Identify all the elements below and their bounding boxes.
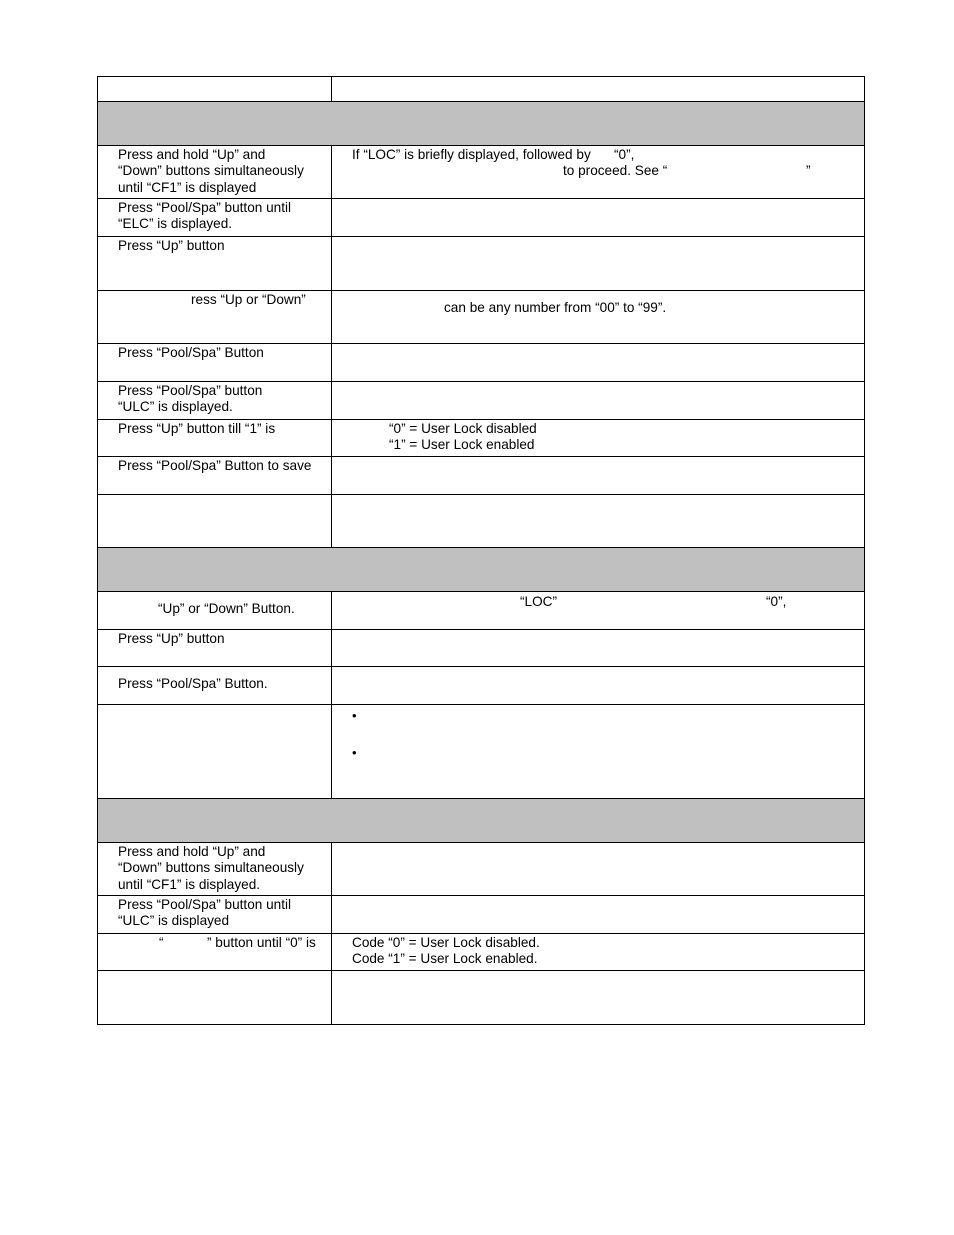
step-text-line: Press and hold “Up” and — [118, 844, 266, 859]
description-cell — [332, 146, 864, 198]
step-text-line: “ELC” is displayed. — [118, 216, 233, 232]
step-text-line: Press “Pool/Spa” button until — [118, 200, 292, 215]
section-header-cell — [98, 799, 864, 842]
step-text-line: Press “Pool/Spa” Button. — [118, 676, 268, 691]
bullet-point: • — [352, 745, 357, 760]
table-row — [97, 382, 865, 420]
step-text-line: Press “Pool/Spa” Button to save — [118, 458, 312, 473]
section-header-cell — [98, 102, 864, 145]
description-cell — [332, 495, 864, 547]
description-text: “1” = User Lock enabled — [389, 437, 535, 453]
table-row — [97, 630, 865, 667]
description-cell — [332, 896, 864, 933]
step-cell — [98, 630, 332, 666]
description-cell — [332, 934, 864, 970]
table-row — [97, 237, 865, 291]
description-text: can be any number from “00” to “99”. — [444, 300, 667, 315]
step-text-line: “ — [159, 935, 164, 950]
description-text: “0”, — [614, 147, 635, 162]
table-row — [97, 934, 865, 971]
step-text-line: Press “Up” button — [118, 238, 225, 253]
section-header-row — [97, 102, 865, 146]
table-row — [97, 705, 865, 799]
description-text: “LOC” — [520, 594, 558, 609]
description-text: ” — [806, 163, 811, 178]
step-text-line: “Down” buttons simultaneously — [118, 860, 304, 876]
description-cell — [332, 705, 864, 798]
step-cell — [98, 291, 332, 343]
step-text-line: until “CF1” is displayed — [118, 179, 257, 195]
step-text-line: ” button until “0” is — [207, 935, 316, 950]
section-header-row — [97, 548, 865, 592]
step-text-line: “ULC” is displayed — [118, 913, 230, 929]
description-cell — [332, 592, 864, 629]
description-cell — [332, 843, 864, 895]
table-row — [97, 971, 865, 1025]
step-cell — [98, 705, 332, 798]
description-cell — [332, 344, 864, 381]
step-cell — [98, 667, 332, 704]
instruction-table — [97, 76, 865, 1025]
description-text: Code “0” = User Lock disabled. — [352, 935, 540, 950]
description-cell — [332, 667, 864, 704]
section-header-row — [97, 799, 865, 843]
table-row — [97, 896, 865, 934]
table-row — [97, 843, 865, 896]
step-cell — [98, 77, 332, 101]
step-text-line: Press “Up” button till “1” is — [118, 421, 276, 436]
table-row — [97, 420, 865, 457]
table-row — [97, 592, 865, 630]
table-row — [97, 76, 865, 102]
description-text: “0”, — [766, 594, 787, 609]
step-cell — [98, 495, 332, 547]
step-cell — [98, 896, 332, 933]
step-cell — [98, 420, 332, 456]
step-text-line: Press “Pool/Spa” button until — [118, 897, 292, 912]
bullet-point: • — [352, 708, 357, 723]
description-text: “0” = User Lock disabled — [389, 421, 537, 436]
step-cell — [98, 382, 332, 419]
step-text-line: Press “Up” button — [118, 631, 225, 646]
description-text: If “LOC” is briefly displayed, followed by — [352, 147, 591, 162]
table-row — [97, 344, 865, 382]
step-cell — [98, 344, 332, 381]
step-text-line: Press “Pool/Spa” Button — [118, 345, 264, 360]
description-text: Code “1” = User Lock enabled. — [352, 951, 538, 967]
description-cell — [332, 237, 864, 290]
step-cell — [98, 237, 332, 290]
step-text-line: Press and hold “Up” and — [118, 147, 266, 162]
description-cell — [332, 291, 864, 343]
description-cell — [332, 971, 864, 1024]
table-row — [97, 146, 865, 199]
description-cell — [332, 382, 864, 419]
step-text-line: “Down” buttons simultaneously — [118, 163, 304, 179]
table-row — [97, 199, 865, 237]
table-row — [97, 667, 865, 705]
step-cell — [98, 146, 332, 198]
table-row — [97, 291, 865, 344]
step-cell — [98, 971, 332, 1024]
section-header-cell — [98, 548, 864, 591]
step-text-line: “ULC” is displayed. — [118, 399, 233, 415]
step-cell — [98, 457, 332, 494]
step-cell — [98, 199, 332, 236]
description-cell — [332, 199, 864, 236]
description-cell — [332, 420, 864, 456]
table-row — [97, 457, 865, 495]
step-cell — [98, 843, 332, 895]
table-row — [97, 495, 865, 548]
step-text-line: Press “Pool/Spa” button — [118, 383, 263, 398]
step-text-line: until “CF1” is displayed. — [118, 876, 261, 892]
description-text: to proceed. See “ — [563, 163, 668, 178]
step-text-line: “Up” or “Down” Button. — [158, 601, 295, 616]
description-cell — [332, 457, 864, 494]
description-cell — [332, 77, 864, 101]
description-cell — [332, 630, 864, 666]
step-cell — [98, 592, 332, 629]
step-cell — [98, 934, 332, 970]
step-text-line: ress “Up or “Down” — [191, 292, 306, 307]
